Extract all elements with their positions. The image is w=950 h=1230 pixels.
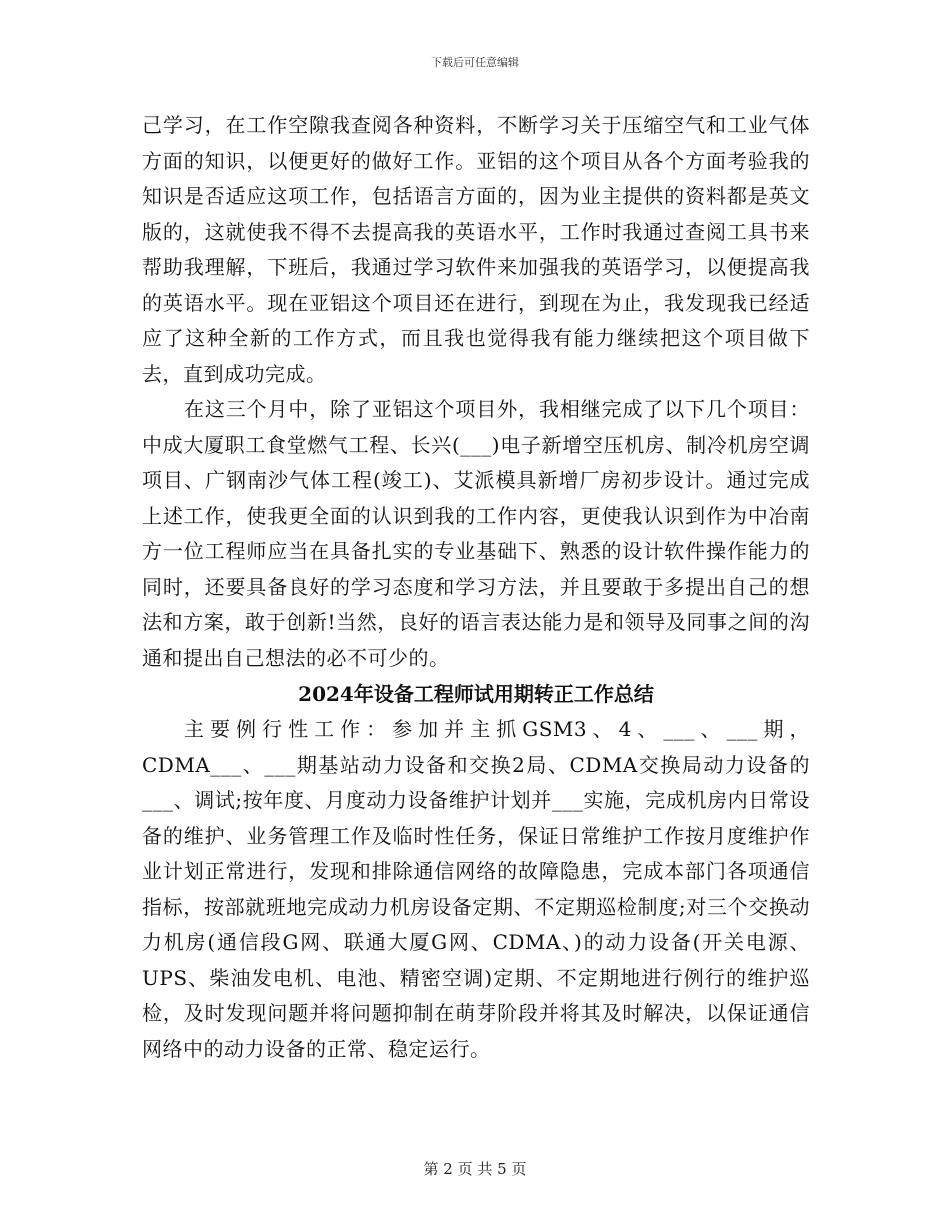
page-number-footer: 第 2 页 共 5 页 xyxy=(423,1160,527,1178)
body-paragraph-2: 在这三个月中，除了亚铝这个项目外，我相继完成了以下几个项目：中成大厦职工食堂燃气工程、长兴(___)电子新增空压机房、制冷机房空调项目、广钢南沙气体工程(竣工)、艾派模具新增厂房初步设计。通过完成上述工作，使我更全面的认识到我的工作内容，更使我认识到作为中冶南方一位工程师应当在具备扎实的专业基础下、熟悉的设计软件操作能力的同时，还要具备良好的学习态度和学习方法，并且要敢于多提出自己的想法和方案，敢于创新!当然，良好的语言表达能力是和领导及同事之间的沟通和提出自己想法的必不可少的。 xyxy=(142,397,810,670)
body-paragraph-3: 主要例行性工作：参加并主抓GSM3、4、___、___期，CDMA___、___期基站动力设备和交换2局、CDMA交换局动力设备的___、调试;按年度、月度动力设备维护计划并___实施，完成机房内日常设备的维护、业务管理工作及临时性任务，保证日常维护工作按月度维护作业计划正常进行，发现和排除通信网络的故障隐患，完成本部门各项通信指标，按部就班地完成动力机房设备定期、不定期巡检制度;对三个交换动力机房(通信段G网、联通大厦G网、CDMA、)的动力设备(开关电源、UPS、柴油发电机、电池、精密空调)定期、不定期地进行例行的维护巡检，及时发现问题并将问题抑制在萌芽阶段并将其及时解决，以保证通信网络中的动力设备的正常、稳定运行。 xyxy=(142,717,810,1061)
document-body xyxy=(142,108,810,1067)
section-title: 2024年设备工程师试用期转正工作总结 xyxy=(298,682,654,706)
body-paragraph-1: 己学习，在工作空隙我查阅各种资料，不断学习关于压缩空气和工业气体方面的知识，以便更好的做好工作。亚铝的这个项目从各个方面考验我的知识是否适应这项工作，包括语言方面的，因为业主提供的资料都是英文版的，这就使我不得不去提高我的英语水平，工作时我通过查阅工具书来帮助我理解，下班后，我通过学习软件来加强我的英语学习，以便提高我的英语水平。现在亚铝这个项目还在进行，到现在为止，我发现我已经适应了这种全新的工作方式，而且我也觉得我有能力继续把这个项目做下去，直到成功完成。 xyxy=(142,113,810,386)
page-header-note: 下载后可任意编辑 xyxy=(431,56,519,69)
